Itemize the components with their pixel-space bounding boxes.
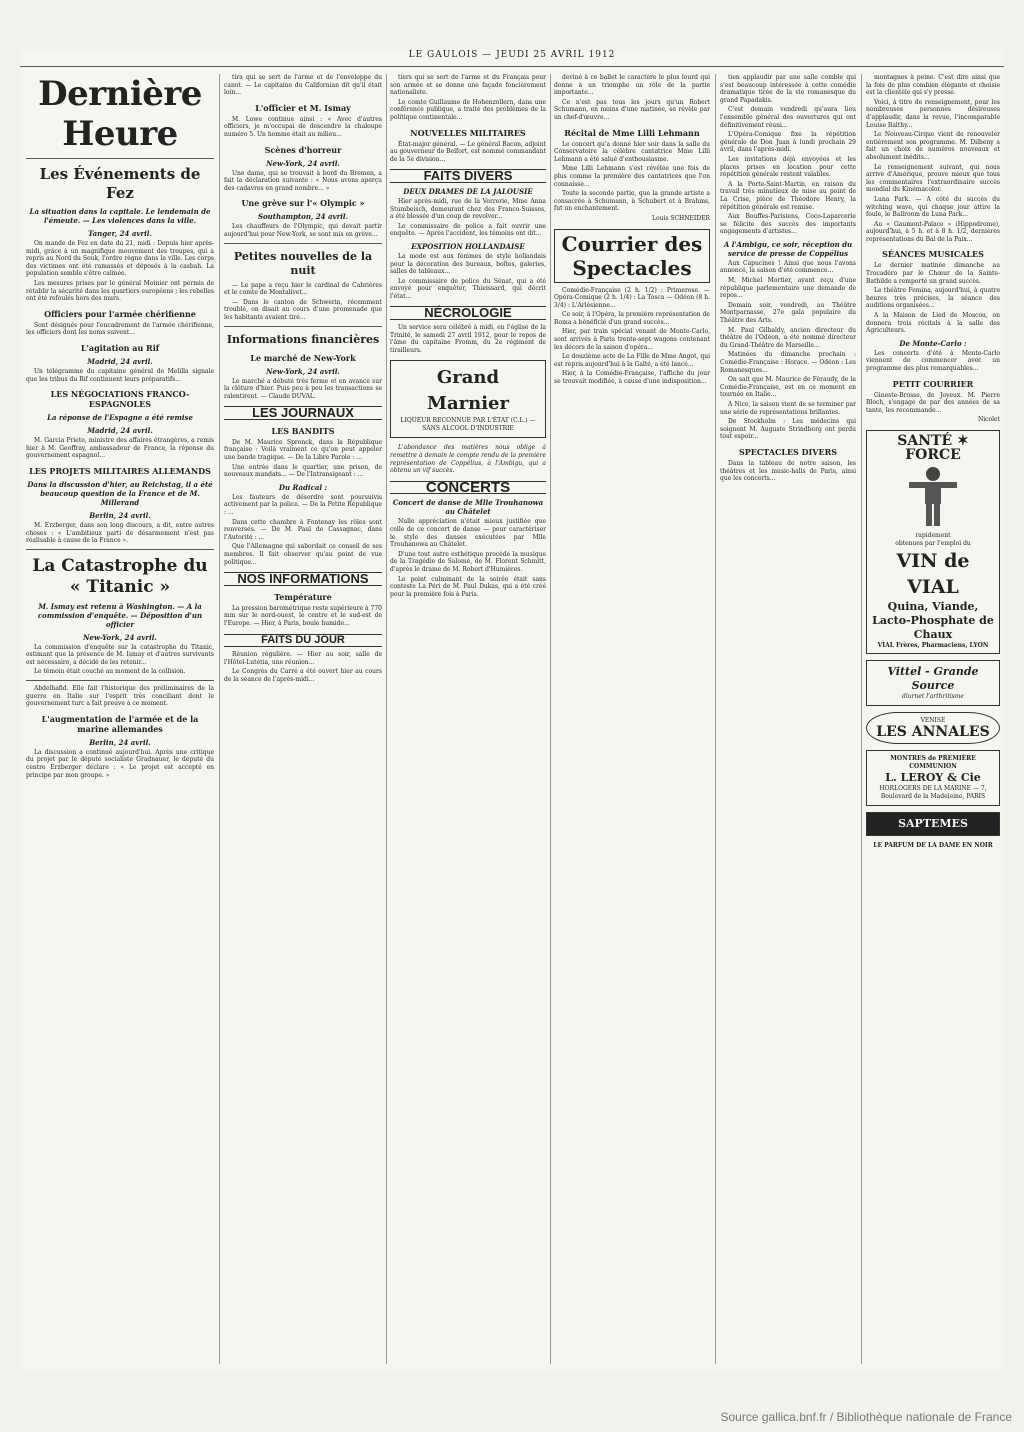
headline-faits-divers: FAITS DIVERS (390, 169, 546, 183)
ad-footer: VIAL Frères, Pharmaciens, LYON (877, 641, 989, 649)
subhead: Le marché de New-York (250, 352, 356, 363)
advertisement-saptemes (866, 812, 1000, 836)
subhead: L'officier et M. Ismay (255, 102, 351, 113)
ad-brand: VIN de VIAL (896, 549, 970, 598)
subhead: L'agitation au Rif (80, 342, 160, 353)
paragraph: tiers qui se sert de l'arme et du Français pour son armée et se donne une façade foncièrement nationaliste. (390, 74, 546, 97)
ad-parfum: LE PARFUM DE LA DAME EN NOIR (873, 841, 993, 849)
byline: Nicolet (977, 416, 1000, 424)
dateline: Berlin, 24 avril. (89, 737, 151, 747)
headline-info-financieres: Informations financières (226, 332, 380, 346)
paragraph: Le Congrès du Carré a été ouvert hier au cours de la séance de l'après-midi... (224, 668, 382, 683)
column-rule (219, 74, 220, 1364)
subhead: De Monte-Carlo : (899, 338, 967, 348)
column-rule (386, 74, 387, 1364)
subhead: A l'Ambigu, ce soir, réception du service de presse de Coppélius (723, 239, 853, 258)
divider (26, 680, 214, 681)
paragraph: M. Paul Gilbaldy, ancien directeur du théâtre de l'Odéon, a été nommé directeur du Grand-Théâtre de Marseille... (720, 326, 856, 349)
paragraph: Matinées du dimanche prochain : Comédie-Française : Horace. — Odéon : Les Romanesques... (720, 351, 856, 374)
divider (224, 243, 382, 244)
paragraph: La commission d'enquête sur la catastrophe du Titanic, estimant que la présence de M. Ismay et d'autres survivants est nécessaire, a décidé de les retenir... (26, 643, 214, 666)
paragraph: Le dernier matinée dimanche au Trocadéro par le Chœur de la Sainte-Bathilde a remporté un grand succès. (866, 262, 1000, 285)
column-rule (715, 74, 716, 1364)
subhead: DEUX DRAMES DE LA JALOUSIE (403, 186, 533, 196)
paragraph: Sont désignés pour l'encadrement de l'armée chérifienne, les officiers dont les noms suivent... (26, 321, 214, 337)
headline-faits-du-jour: FAITS DU JOUR (224, 634, 382, 648)
paragraph: Le point culminant de la soirée était sans conteste La Péri de M. Paul Dukas, qui a été créé pour la première fois à Paris. (390, 575, 546, 598)
ad-brand: L. LEROY & Cie (885, 770, 981, 784)
dateline: New-York, 24 avril. (266, 158, 340, 168)
paragraph: Hier après-midi, rue de la Verrerie, Mme Anna Stumbeisch, demeurant chez des Franco-Suisses, a été blessée d'un coup de revolver... (390, 197, 546, 221)
paragraph: A la Porte-Saint-Martin, en raison du travail très minutieux de mise au point de La Crise, pièce de Théodore Henry, la répétition générale est remise. (720, 180, 856, 211)
paragraph: C'est demain vendredi qu'aura lieu l'ensemble général des ouvertures qui ont définitivement réuni... (720, 106, 856, 129)
headline-journaux: LES JOURNAUX (224, 406, 382, 420)
paragraph: Le commissaire de police a fait ouvrir une enquête. — Après l'accident, les témoins ont dit... (390, 222, 546, 238)
paragraph: Un service sera célébré à midi, en l'église de la Trinité, le samedi 27 avril 1912, pour le repos de l'âme du capitaine Fromm, du 2e régiment de tirailleurs. (390, 324, 546, 354)
advertisement-vin-de-vial (866, 430, 1000, 654)
paragraph: La pression barométrique reste supérieure à 770 mm sur le nord-ouest, le centre et le sud-est de l'Europe. — Hier, à Paris, boule humide... (224, 604, 382, 627)
ad-headline: MONTRES de PREMIÈRE COMMUNION (890, 754, 976, 770)
paragraph: Demain soir, vendredi, au Théâtre Montparnasse, 27e gala populaire du Théâtre des Arts. (720, 301, 856, 325)
paragraph: Aux Capucines ! Ainsi que nous l'avons annoncé, la saison d'été commence... (720, 259, 856, 275)
subhead: SPECTACLES DIVERS (738, 446, 838, 457)
column-4 (554, 74, 710, 1364)
paragraph: De M. Maurice Spronck, dans la République française : Voilà vraiment ce qu'on peut appeler une bande tragique. — De la Libre Parole : ... (224, 438, 382, 462)
column-5 (720, 74, 856, 1364)
paragraph: Voici, à titre de renseignement, pour les nombreuses personnes désireuses d'applaudir, dans la revue, l'incomparable Louise Balthy... (866, 98, 1000, 129)
paragraph: Le théâtre Femina, aujourd'hui, à quatre heures très précises, la séance des auditions organisées... (866, 287, 1000, 310)
dateline: Madrid, 24 avril. (87, 356, 153, 366)
column-3 (390, 74, 546, 1364)
column-6 (866, 74, 1000, 1364)
subhead: Récital de Mme Lilli Lehmann (564, 127, 700, 138)
source-credit: Source gallica.bnf.fr / Bibliothèque nationale de France (716, 1408, 1016, 1426)
paragraph: Le renseignement suivant, qui nous arrive d'Amérique, prouve mieux que tous les commentaires l'extraordinaire succès mondial du Kinémacolor. (866, 163, 1000, 194)
paragraph: L'abondance des matières nous oblige à remettre à demain le compte rendu de la première représentation de Coppélius, à l'Ambigu, qui a obtenu un vif succès. (390, 444, 546, 475)
advertisement-grand-marnier (390, 360, 546, 438)
paragraph: Gineste-Brosse, de Joyeux. M. Pierre Bloch, s'engage de par des années de sa tante, les recommande... (866, 391, 1000, 414)
paragraph: M. Michel Mortier, ayant reçu d'une république parlementaire une demande de repos... (720, 277, 856, 300)
ad-headline: SANTÉ ✶ FORCE (897, 432, 969, 463)
byline: Louis SCHNEIDER (651, 214, 710, 222)
dateline: Berlin, 24 avril. (89, 510, 151, 520)
paragraph: Mme Lilli Lehmann s'est révélée une fois de plus comme la première des cantatrices que l'on connaisse... (554, 165, 710, 188)
subhead: EXPOSITION HOLLANDAISE (411, 241, 525, 251)
paragraph: La mode est aux femmes de style hollandais pour la décoration des bureaux, boîtes, galeries, salles de tableaux... (390, 252, 546, 276)
headline-fez: Les Événements de Fez (39, 165, 201, 202)
paragraph: Les concerts d'été à Monte-Carlo viennent de commencer avec un programme des plus remarquables... (866, 349, 1000, 372)
subhead: Température (274, 591, 332, 602)
ad-brand: SAPTEMES (898, 816, 968, 830)
paragraph: M. Garcia Prieto, ministre des affaires étrangères, a remis hier à M. Geoffray, ambassadeur de France, la réponse du gouvernement espagnol... (26, 437, 214, 460)
column-rule (861, 74, 862, 1364)
advertisement-vittel (866, 660, 1000, 706)
subhead: SÉANCES MUSICALES (882, 249, 984, 260)
paragraph: L'Opéra-Comique fixe la répétition générale de Don Juan à lundi prochain 29 avril, dans l'après-midi. (720, 131, 856, 154)
paragraph: Abdelhafid. Elle fait l'historique des préliminaires de la guerre en Italie sur l'esprit très conciliant dont le gouvernement turc a fait preuve à ce moment. (26, 685, 214, 708)
paragraph: On sait que M. Maurice de Féraudy, de la Comédie-Française, est en ce moment en tournée en Italie... (720, 376, 856, 399)
divider (224, 326, 382, 327)
paragraph: D'une tout autre esthétique procède la musique de la Tragédie de Salomé, de M. Florent Schmitt, d'après le drame de M. Robert d'Humières. (390, 550, 546, 573)
newspaper-page (20, 50, 1004, 1370)
headline-titanic: La Catastrophe du « Titanic » (32, 555, 208, 597)
dateline: New-York, 24 avril. (83, 632, 157, 642)
ad-brand: Grand Marnier (427, 367, 509, 415)
paragraph: Comédie-Française (2 h. 1/2) : Primerose. — Opéra-Comique (2 h. 1/4) : La Tosca — Odéon (8 h. 3/4) : L'Arlésienne... (554, 286, 710, 309)
paragraph: Les chauffeurs de l'Olympic, qui devait partir aujourd'hui pour New-York, se sont mis en grève... (224, 223, 382, 238)
advertisement-annales (866, 712, 1000, 744)
ad-brand: LES ANNALES (876, 723, 990, 740)
ad-address: HORLOGERS DE LA MARINE — 7, Boulevard de la Madeleine, PARIS (879, 784, 987, 800)
subhead: M. Ismay est retenu à Washington. — A la commission d'enquête. — Déposition d'un officier (37, 601, 203, 629)
ad-composition: Quina, Viande, Lacto-Phosphate de Chaux (872, 599, 994, 641)
subhead: Scènes d'horreur (264, 144, 342, 155)
column-rule (550, 74, 551, 1364)
paragraph: Hier, à la Comédie-Française, l'affiche du jour se trouvait modifiée, à cause d'une indisposition... (554, 370, 710, 386)
paragraph: tien applaudir par une salle comble qui s'est beaucoup intéressée à cette comédie dramatique tirée de la vie romanesque du grand Papadakis. (720, 74, 856, 104)
paragraph: On mande de Fez en date du 21, midi : Depuis hier après-midi, grâce à un magnifique mouvement des troupes, qui a repris au Nord du Souk, l'ordre règne dans la ville. Les corps des victimes ont été ramassés et déposés à la casbah. La population semble s'être calmée. (26, 240, 214, 278)
paragraph: Que l'Allemagne qui sabordait ce conseil de ses membres. Il fait observer qu'au point de vue politique... (224, 543, 382, 566)
ad-prefix: obtenues par l'emploi du (895, 539, 971, 547)
divider (26, 549, 214, 550)
paragraph: Ce n'est pas tous les jours qu'un Robert Schumann, en moins d'une matinée, se révèle par un chef-d'œuvre... (554, 98, 710, 121)
paragraph: Toute la seconde partie, que la grande artiste a consacrée à Schumann, à Schubert et à Brahms, fut un enchantement. (554, 190, 710, 213)
paragraph: Ce soir, à l'Opéra, la première représentation de Roma a bénéficié d'un grand succès... (554, 311, 710, 326)
subhead: La situation dans la capitale. Le lendemain de l'émeute. — Les violences dans la ville. (29, 207, 211, 225)
dateline: Madrid, 24 avril. (87, 426, 153, 436)
ad-tagline: LIQUEUR RECONNUE PAR L'ÉTAT (C.L.) — SANS ALCOOL D'INDUSTRIE (400, 417, 536, 433)
subhead: Une grève sur l'« Olympic » (241, 198, 365, 209)
paragraph: Le marché a débuté très ferme et en avance sur la clôture d'hier. Puis peu à peu les transactions se ralentirent. — Claude DUVAL. (224, 377, 382, 400)
ad-subline: diurnet l'arthritisme (902, 692, 964, 700)
paragraph: — Dans le canton de Schwerin, récemment troublé, on disait au cours d'une promenade que les habitants avaient tiré... (224, 298, 382, 321)
paragraph: État-major général. — Le général Bacon, adjoint au gouverneur de Belfort, est nommé commandant de la 5e division... (390, 140, 546, 163)
ad-subline: rapidement (915, 531, 951, 539)
subhead: PETIT COURRIER (892, 378, 974, 389)
subhead: NOUVELLES MILITAIRES (410, 127, 526, 138)
paragraph: Un télégramme du capitaine général de Melilla signale que les tribus du Rif continuent leurs préparatifs... (26, 367, 214, 383)
paragraph: Les mesures prises par le général Moinier ont permis de rétablir la sécurité dans les quartiers européens ; les rebelles ont été refoulés hors des murs. (26, 279, 214, 303)
paragraph: — Le pape a reçu hier le cardinal de Cabrières et le comte de Montalivet... (224, 281, 382, 297)
paragraph: Réunion régulière. — Hier au soir, salle de l'Hôtel-Lutétia, une réunion... (224, 651, 382, 666)
page-title: Dernière Heure (38, 74, 202, 154)
paragraph: La discussion a continué aujourd'hui. Après une critique du projet par le député socialiste Gradnauer, le député du centre Erzberger déclare : « Le projet est accepté en principe par mon groupe. » (26, 748, 214, 779)
headline-petites-nouvelles: Petites nouvelles de la nuit (233, 249, 373, 277)
paragraph: montagnes à peine. C'est dire ainsi que la fois de plus combien élégante et choisie est la clientèle qui s'y presse. (866, 74, 1000, 97)
paragraph: Le douzième acte de La Fille de Mme Angot, qui est repris aujourd'hui à la Gaîté, a été lancé... (554, 353, 710, 368)
subhead: LES BANDITS (271, 425, 335, 436)
dateline: Tanger, 24 avril. (88, 229, 152, 238)
dateline: Southampton, 24 avril. (257, 212, 349, 222)
subhead: Officiers pour l'armée chérifienne (44, 308, 196, 319)
subhead: La réponse de l'Espagne a été remise (47, 413, 193, 423)
subhead: Concert de danse de Mlle Trouhanowa au Châtelet (392, 498, 544, 517)
paragraph: Le concert qu'a donné hier soir dans la salle du Conservatoire la célèbre cantatrice Mme Lilli Lehmann a été salué d'enthousiasme. (554, 140, 710, 163)
column-2 (224, 74, 382, 1364)
paragraph: Dans cette chambre à Fontenay les rôles sont renversés. — De M. Paul de Cassagnac, dans l'Autorité : ... (224, 518, 382, 541)
paragraph: Le commissaire de police du Sénat, qui a été envoyé pour enquêter, Thieissard, qui décrit l'état... (390, 277, 546, 300)
strongman-icon (903, 464, 963, 530)
paragraph: Une dame, qui se trouvait à bord du Bremen, a fait la déclaration suivante : « Nous avons aperçu des cadavres en grand nombre... » (224, 169, 382, 192)
subhead: L'augmentation de l'armée et de la marine allemandes (41, 713, 199, 734)
paragraph: Au « Gaumont-Palace » (Hippodrome), aujourd'hui, à 5 h. et à 8 h. 1/2, dernières représentations du Bal de la Paix... (866, 220, 1000, 243)
paragraph: Nulle appréciation n'était mieux justifiée que celle de ce concert de danse — pour caractériser le style des danses exécutées par Mlle Trouhanowa au Châtelet. (390, 518, 546, 549)
column-1 (26, 74, 214, 1364)
headline-nos-informations: NOS INFORMATIONS (224, 572, 382, 586)
advertisement-leroy (866, 750, 1000, 806)
running-head: LE GAULOIS — JEUDI 25 AVRIL 1912 (20, 50, 1004, 67)
paragraph: A la Maison de Lied de Moscou, on donnera trois récitals à la salle des Agriculteurs. (866, 312, 1000, 335)
paragraph: Le témoin était couché au moment de la collision. (34, 668, 186, 676)
headline-negociations: LES NÉGOCIATIONS FRANCO-ESPAGNOLES (50, 389, 190, 410)
paragraph: tira qui se sert de l'arme et de l'enveloppe du canot. — Le capitaine du Californian dit qu'il était loin... (224, 74, 382, 97)
headline-courrier-spectacles: Courrier des Spectacles (554, 229, 710, 283)
subhead: Dans la discussion d'hier, au Reichstag, il a été beaucoup question de la France et de M. Millerand (27, 479, 213, 507)
paragraph: Dans la tableau de notre saison, les théâtres et les music-halls de Paris, ainsi que les concerts... (720, 459, 856, 483)
paragraph: Aux Bouffes-Parisiens, Coco-Laparcerie se félicite des succès des importants engagements d'artistes... (720, 213, 856, 236)
ad-top: VENISE (920, 716, 946, 724)
divider (26, 158, 214, 159)
paragraph: deviné à ce ballet le caractère le plus lourd qui donne à un triomphe un rôle de la partie importante... (554, 74, 710, 97)
paragraph: Une entrée dans le quartier, une prison, de nouveaux mandats... — De l'Intransigeant : ... (224, 463, 382, 479)
paragraph: Le Nouveau-Cirque vient de renouveler entièrement son programme. M. Dilbeny a fait un choix de numéros nouveaux et absolument inédits... (866, 131, 1000, 161)
headline-necrologie: NÉCROLOGIE (390, 306, 546, 320)
athlete-illustration (870, 462, 996, 532)
paragraph: Les invitations déjà envoyées et les places prises en location pour cette répétition générale restent valables. (720, 155, 856, 179)
ad-brand: Vittel - Grande Source (887, 664, 979, 692)
paragraph: M. Erzberger, dans son long discours, a dit, entre autres choses : « L'ambitieux parti de désarmement n'est pas réalisable à cause de la France ». (26, 521, 214, 545)
subhead: Du Radical : (278, 482, 328, 492)
paragraph: M. Lowe continue ainsi : « Avec d'autres officiers, je m'occupai de descendre la chaloupe numéro 5. Un homme était au milieu... (224, 115, 382, 138)
paragraph: Luna Park. — A côté du succès du witching wave, qui chaque jour attire la foule, le Ballroom de Luna Park... (866, 195, 1000, 219)
headline-projets: LES PROJETS MILITAIRES ALLEMANDS (29, 465, 211, 476)
paragraph: A Nice, la saison vient de se terminer par une série de représentations brillantes. (720, 400, 856, 416)
paragraph: Hier, par train spécial venant de Monte-Carlo, sont arrivés à Paris trente-sept wagons contenant les décors de la saison d'opéra... (554, 328, 710, 351)
paragraph: De Stockholm : Les médecins qui soignent M. Auguste Strindberg ont perdu tout espoir... (720, 418, 856, 441)
dateline: New-York, 24 avril. (266, 366, 340, 376)
paragraph: Les fauteurs de désordre sont poursuivis activement par la police. — De la Petite République : ... (224, 493, 382, 517)
headline-concerts: CONCERTS (390, 481, 546, 495)
paragraph: Le comte Guillaume de Hohenzollern, dans une conférence publique, a traité des problèmes de la politique continentale... (390, 98, 546, 121)
